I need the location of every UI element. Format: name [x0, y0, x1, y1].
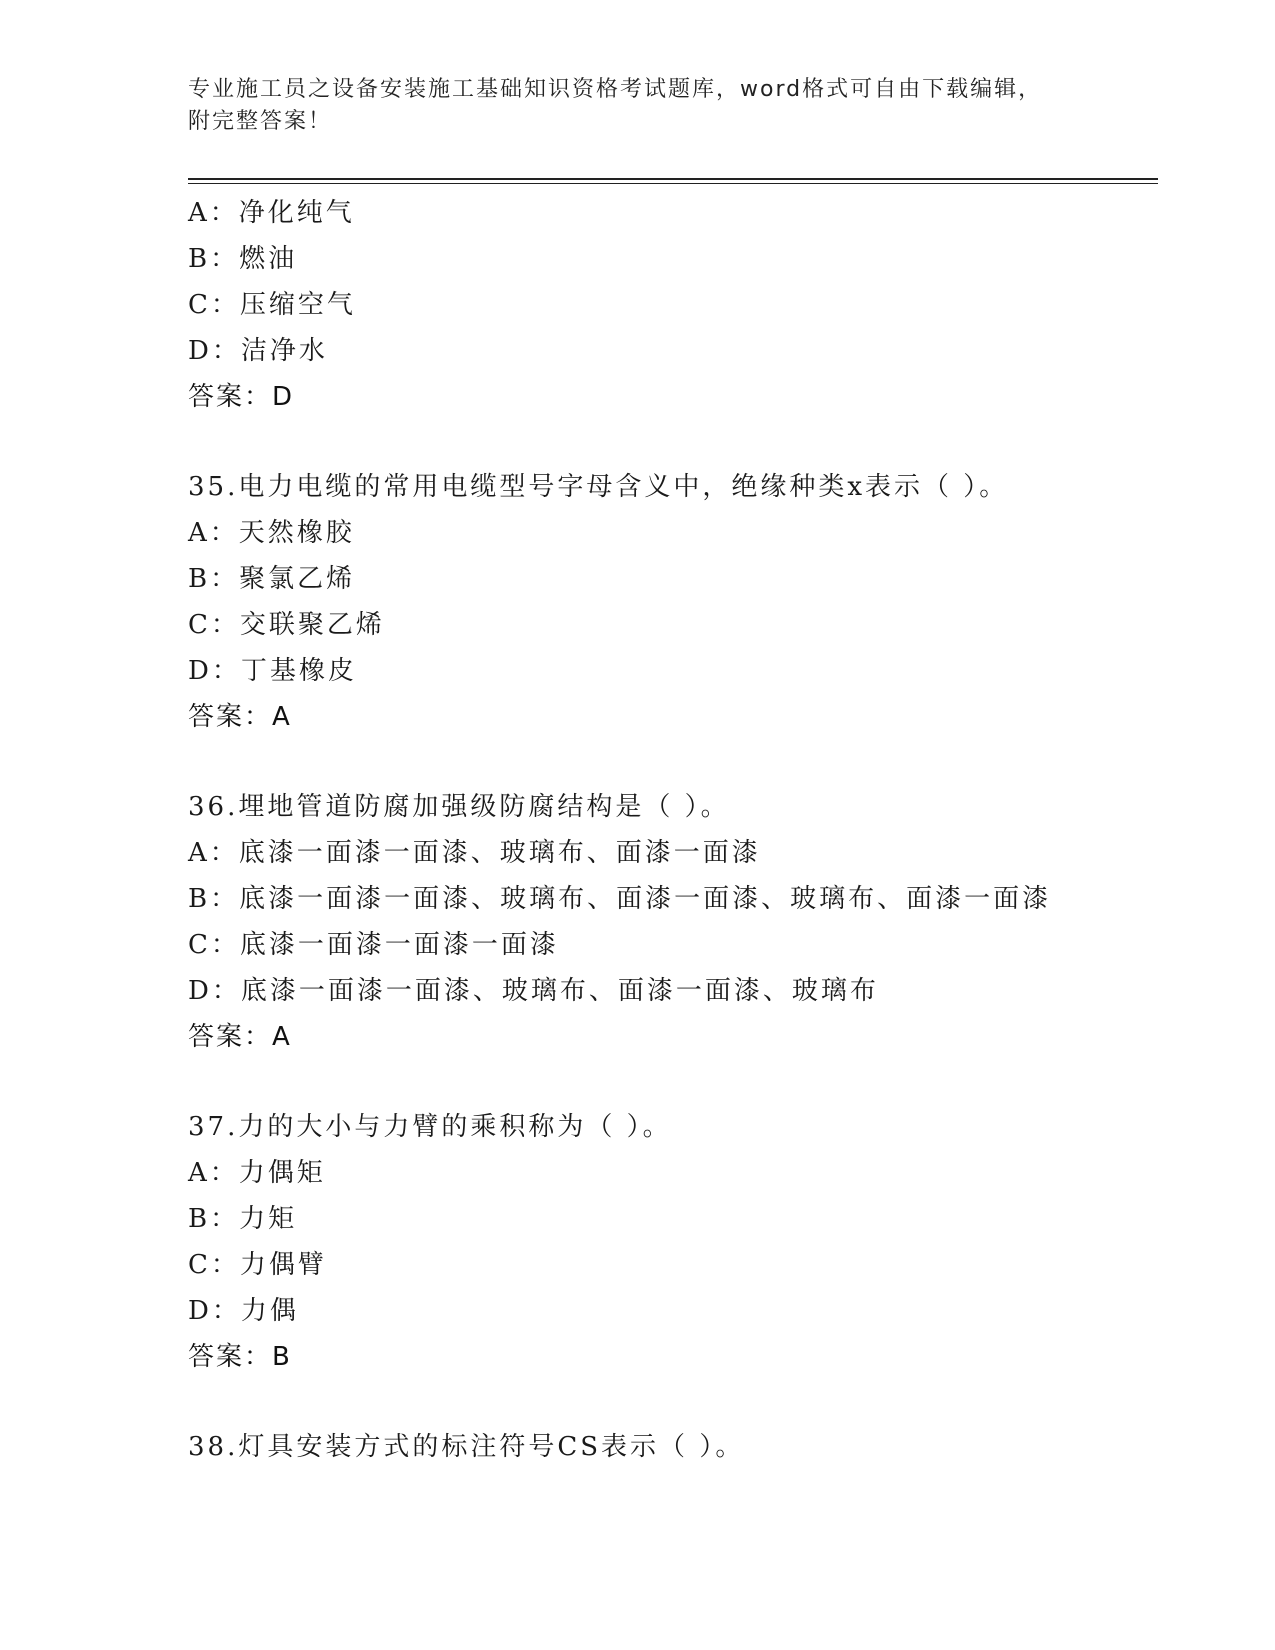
question-block-34 [188, 190, 1158, 420]
option-d: D：力偶 [188, 1296, 299, 1326]
option-d: D：洁净水 [188, 336, 328, 366]
option-d: D：底漆一面漆一面漆、玻璃布、面漆一面漆、玻璃布 [188, 976, 879, 1006]
page-header [188, 74, 1088, 138]
option-b: B：力矩 [188, 1204, 298, 1234]
option-c: C：底漆一面漆一面漆一面漆 [188, 930, 559, 960]
header-line-1: 专业施工员之设备安装施工基础知识资格考试题库，word格式可自由下载编辑， [188, 77, 1043, 102]
option-c: C：交联聚乙烯 [188, 610, 385, 640]
answer-line: 答案：D [188, 382, 295, 412]
option-a: A：底漆一面漆一面漆、玻璃布、面漆一面漆 [188, 838, 761, 868]
option-b: B：底漆一面漆一面漆、玻璃布、面漆一面漆、玻璃布、面漆一面漆 [188, 884, 1052, 914]
question-block-36 [188, 784, 1158, 1060]
answer-line: 答案：A [188, 702, 292, 732]
question-stem: 38.灯具安装方式的标注符号CS表示（ ）。 [188, 1432, 745, 1462]
option-b: B：燃油 [188, 244, 298, 274]
question-block-38 [188, 1424, 1158, 1470]
header-rule-thin [188, 183, 1158, 184]
answer-line: 答案：A [188, 1022, 292, 1052]
option-b: B：聚氯乙烯 [188, 564, 356, 594]
question-list [188, 190, 1158, 1470]
question-block-35 [188, 464, 1158, 740]
option-c: C：力偶臂 [188, 1250, 327, 1280]
option-c: C：压缩空气 [188, 290, 356, 320]
question-stem: 35.电力电缆的常用电缆型号字母含义中，绝缘种类x表示（ ）。 [188, 472, 1009, 502]
header-rule-thick [188, 178, 1158, 180]
question-stem: 36.埋地管道防腐加强级防腐结构是（ ）。 [188, 792, 730, 822]
answer-line: 答案：B [188, 1342, 292, 1372]
option-a: A：天然橡胶 [188, 518, 355, 548]
question-stem: 37.力的大小与力臂的乘积称为（ ）。 [188, 1112, 672, 1142]
header-line-2: 附完整答案！ [188, 109, 333, 134]
question-block-37 [188, 1104, 1158, 1380]
option-d: D：丁基橡皮 [188, 656, 357, 686]
option-a: A：力偶矩 [188, 1158, 326, 1188]
option-a: A：净化纯气 [188, 198, 355, 228]
